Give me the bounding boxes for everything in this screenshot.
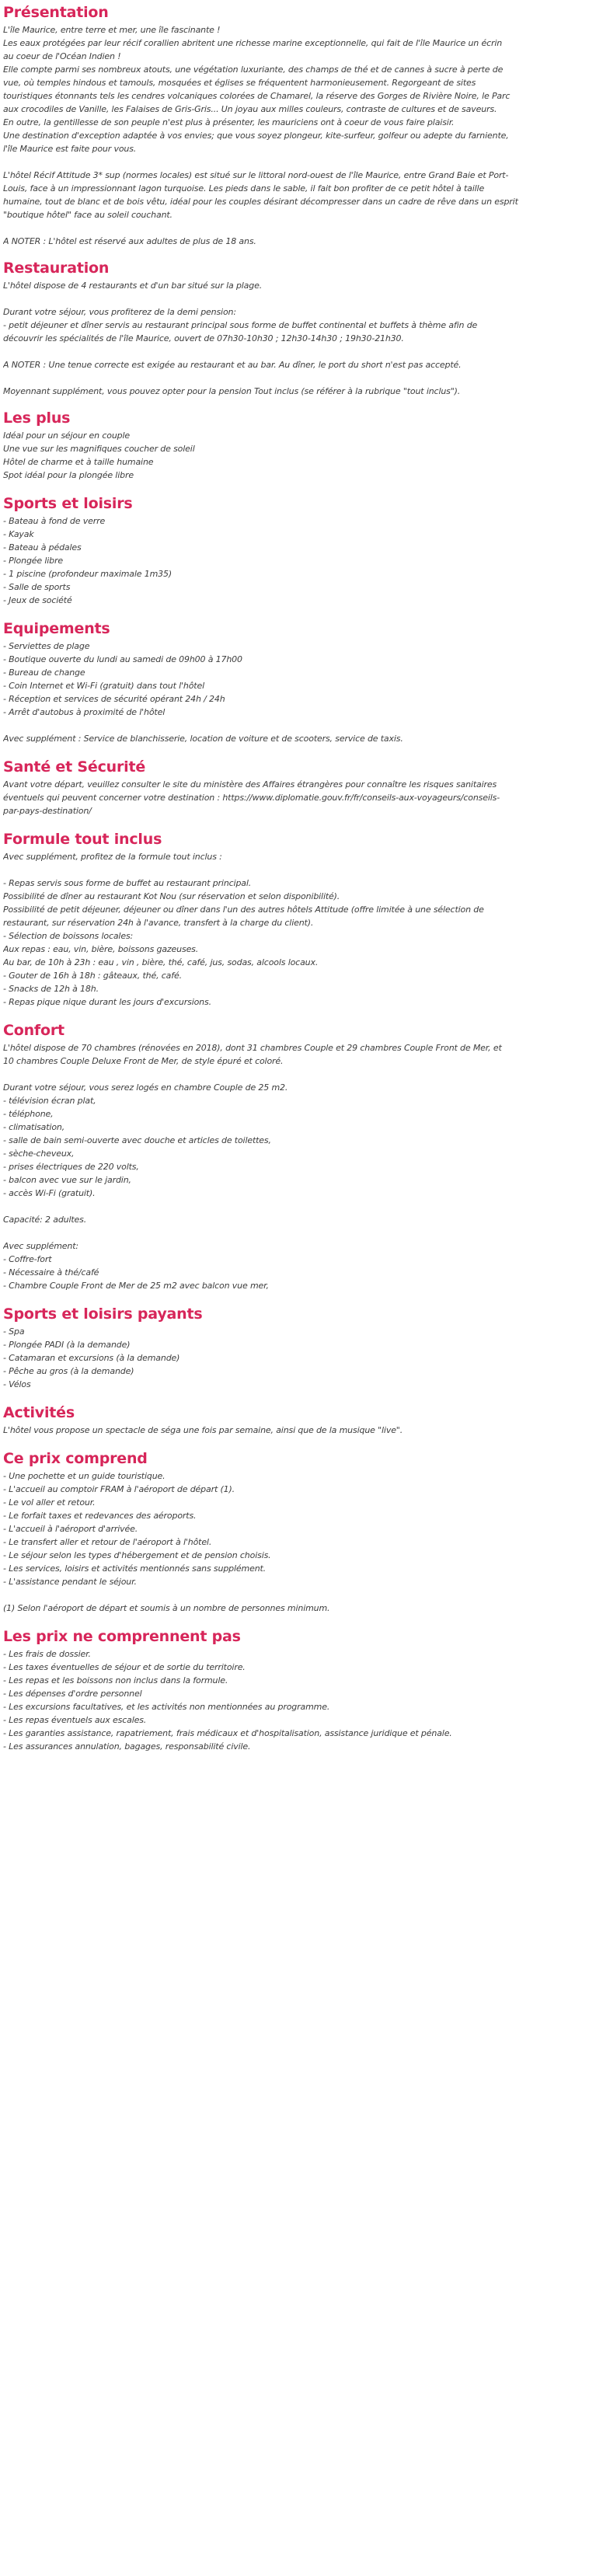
text-line: - Les repas et les boissons non inclus dans la formule.: [3, 1675, 228, 1685]
section-equipements: [3, 618, 583, 756]
section-restauration: [3, 257, 583, 407]
text-line: - Repas servis sous forme de buffet au restaurant principal.: [3, 878, 252, 888]
section-spacer: [3, 1009, 583, 1020]
section-body: [3, 1469, 583, 1615]
section-les-plus: [3, 407, 583, 493]
section-body: [3, 514, 583, 607]
text-line: L'hôtel dispose de 4 restaurants et d'un bar situé sur la plage.: [3, 281, 263, 291]
section-confort: [3, 1020, 583, 1303]
text-line: - Les excursions facultatives, et les activités non mentionnées au programme.: [3, 1702, 330, 1712]
text-line: - salle de bain semi-ouverte avec douche et articles de toilettes,: [3, 1135, 271, 1145]
text-line: Louis, face à un impressionnant lagon turquoise. Les pieds dans le sable, il fait bon profiter de ce petit hôtel à taille: [3, 183, 485, 193]
blank-line: [3, 345, 583, 358]
blank-line: [3, 1068, 583, 1081]
text-line: En outre, la gentillesse de son peuple n'est plus à présenter, les mauriciens ont à coeur de vous faire plaisir.: [3, 117, 455, 127]
section-spacer: [3, 817, 583, 828]
text-line: - Les services, loisirs et activités mentionnés sans supplément.: [3, 1563, 267, 1574]
text-line: - Plongée PADI (à la demande): [3, 1340, 131, 1350]
text-line: Idéal pour un séjour en couple: [3, 430, 130, 441]
text-line: - Bateau à fond de verre: [3, 516, 106, 526]
text-line: - téléphone,: [3, 1109, 54, 1119]
text-line: - télévision écran plat,: [3, 1096, 96, 1106]
text-line: - Les taxes éventuelles de séjour et de sortie du territoire.: [3, 1662, 246, 1672]
text-line: aux crocodiles de Vanille, les Falaises de Gris-Gris... Un joyau aux milles couleurs, contraste de cultures et de saveurs.: [3, 104, 497, 114]
blank-line: [3, 221, 583, 235]
text-line: - Coffre-fort: [3, 1254, 52, 1264]
text-line: humaine, tout de blanc et de bois vêtu, idéal pour les couples désirant décompresser dans un cadre de rêve dans un esprit: [3, 197, 518, 207]
section-body: [3, 279, 583, 398]
section-spacer: [3, 1391, 583, 1402]
blank-line: [3, 719, 583, 732]
section-title: Restauration: [3, 260, 110, 277]
text-line: - Bateau à pédales: [3, 542, 82, 552]
text-line: L'hôtel vous propose un spectacle de séga une fois par semaine, ainsi que de la musique "live".: [3, 1425, 403, 1435]
text-line: - Chambre Couple Front de Mer de 25 m2 avec balcon vue mer,: [3, 1281, 269, 1291]
text-line: Aux repas : eau, vin, bière, boissons gazeuses.: [3, 944, 199, 954]
section-spacer: [3, 1753, 583, 1764]
section-spacer: [3, 482, 583, 493]
text-line: touristiques étonnants tels les cendres volcaniques colorées de Chamarel, la réserve des Gorges de Rivière Noire, le Parc: [3, 91, 511, 101]
section-presentation: [3, 2, 583, 257]
section-title: Confort: [3, 1022, 64, 1039]
text-line: - Boutique ouverte du lundi au samedi de 09h00 à 17h00: [3, 654, 242, 664]
text-line: Spot idéal pour la plongée libre: [3, 470, 134, 480]
section-body: [3, 1647, 583, 1753]
section-sports-et-loisirs: [3, 493, 583, 618]
text-line: 10 chambres Couple Deluxe Front de Mer, de style épuré et coloré.: [3, 1056, 284, 1066]
text-line: Elle compte parmi ses nombreux atouts, une végétation luxuriante, des champs de thé et de cannes à sucre à perte de: [3, 64, 504, 75]
section-spacer: [3, 607, 583, 618]
text-line: - Les frais de dossier.: [3, 1649, 91, 1659]
text-line: L'hôtel Récif Attitude 3* sup (normes locales) est situé sur le littoral nord-ouest de l'île Maurice, entre Grand Baie et Port-: [3, 170, 509, 180]
text-line: - climatisation,: [3, 1122, 65, 1132]
text-line: - L'accueil au comptoir FRAM à l'aéroport de départ (1).: [3, 1484, 235, 1494]
text-line: - Salle de sports: [3, 582, 71, 592]
text-line: Avec supplément:: [3, 1241, 78, 1251]
text-line: - 1 piscine (profondeur maximale 1m35): [3, 569, 173, 579]
section-title: Les plus: [3, 410, 71, 427]
section-body: [3, 429, 583, 482]
blank-line: [3, 1200, 583, 1213]
text-line: - Le forfait taxes et redevances des aéroports.: [3, 1511, 197, 1521]
section-body: [3, 640, 583, 745]
text-line: Au bar, de 10h à 23h : eau , vin , bière, thé, café, jus, sodas, alcools locaux.: [3, 957, 319, 967]
section-title: Présentation: [3, 4, 109, 21]
blank-line: [3, 155, 583, 169]
text-line: - Les repas éventuels aux escales.: [3, 1715, 147, 1725]
text-line: - Catamaran et excursions (à la demande): [3, 1353, 180, 1363]
text-line: - Pêche au gros (à la demande): [3, 1366, 134, 1376]
text-line: - Arrêt d'autobus à proximité de l'hôtel: [3, 707, 166, 717]
section-title: Les prix ne comprennent pas: [3, 1628, 241, 1645]
blank-line: [3, 1588, 583, 1602]
section-les-prix-ne-comprennent-pas: [3, 1626, 583, 1764]
section-spacer: [3, 1292, 583, 1303]
section-spacer: [3, 1437, 583, 1448]
text-line: L'île Maurice, entre terre et mer, une île fascinante !: [3, 25, 221, 35]
text-line: - Coin Internet et Wi-Fi (gratuit) dans tout l'hôtel: [3, 681, 204, 691]
section-sports-et-loisirs-payants: [3, 1303, 583, 1402]
section-body: [3, 1424, 583, 1437]
text-line: - Les garanties assistance, rapatriement, frais médicaux et d'hospitalisation, assistance juridique et pénale.: [3, 1728, 452, 1738]
text-line: - Les assurances annulation, bagages, responsabilité civile.: [3, 1741, 251, 1752]
text-line: l'île Maurice est faite pour vous.: [3, 144, 137, 154]
text-line: - Jeux de société: [3, 595, 72, 605]
section-body: [3, 1325, 583, 1391]
text-line: Avant votre départ, veuillez consulter le site du ministère des Affaires étrangères pour connaître les risques sanitaires: [3, 779, 497, 790]
text-line: - Spa: [3, 1326, 25, 1337]
text-line: vue, où temples hindous et tamouls, mosquées et églises se fréquentent harmonieusement. Regorgeant de sites: [3, 78, 476, 88]
section-title: Ce prix comprend: [3, 1450, 148, 1467]
text-line: - Snacks de 12h à 18h.: [3, 984, 99, 994]
text-line: - Plongée libre: [3, 556, 64, 566]
section-body: [3, 23, 583, 248]
text-line: - Nécessaire à thé/café: [3, 1267, 99, 1278]
text-line: Possibilité de petit déjeuner, déjeuner ou dîner dans l'un des autres hôtels Attitude (offre limitée à une sélection de: [3, 905, 484, 915]
section-title: Activités: [3, 1404, 75, 1421]
text-line: par-pays-destination/: [3, 806, 92, 816]
text-line: Avec supplément : Service de blanchisserie, location de voiture et de scooters, service de taxis.: [3, 734, 403, 744]
text-line: Les eaux protégées par leur récif corallien abritent une richesse marine exceptionnelle, qui fait de l'île Maurice un écrin: [3, 38, 503, 48]
text-line: Hôtel de charme et à taille humaine: [3, 457, 154, 467]
section-title: Equipements: [3, 620, 110, 637]
text-line: - L'assistance pendant le séjour.: [3, 1577, 137, 1587]
text-line: Durant votre séjour, vous profiterez de la demi pension:: [3, 307, 236, 317]
text-line: Capacité: 2 adultes.: [3, 1215, 87, 1225]
text-line: A NOTER : L'hôtel est réservé aux adultes de plus de 18 ans.: [3, 236, 256, 246]
section-sante-et-securite: [3, 756, 583, 828]
text-line: "boutique hôtel" face au soleil couchant.: [3, 210, 173, 220]
text-line: - Serviettes de plage: [3, 641, 90, 651]
text-line: L'hôtel dispose de 70 chambres (rénovées en 2018), dont 31 chambres Couple et 29 chambres Couple Front de Mer, et: [3, 1043, 502, 1053]
section-spacer: [3, 1615, 583, 1626]
text-line: Une vue sur les magnifiques coucher de soleil: [3, 444, 195, 454]
blank-line: [3, 292, 583, 305]
text-line: Avec supplément, profitez de la formule tout inclus :: [3, 852, 222, 862]
text-line: Possibilité de dîner au restaurant Kot Nou (sur réservation et selon disponibilité).: [3, 891, 340, 901]
text-line: - Une pochette et un guide touristique.: [3, 1471, 166, 1481]
text-line: Durant votre séjour, vous serez logés en chambre Couple de 25 m2.: [3, 1082, 288, 1093]
section-title: Sports et loisirs payants: [3, 1305, 203, 1323]
section-spacer: [3, 398, 583, 407]
text-line: - Réception et services de sécurité opérant 24h / 24h: [3, 694, 225, 704]
text-line: - Bureau de change: [3, 668, 85, 678]
blank-line: [3, 1226, 583, 1239]
text-line: A NOTER : Une tenue correcte est exigée au restaurant et au bar. Au dîner, le port du short n'est pas accepté.: [3, 360, 462, 370]
text-line: découvrir les spécialités de l'île Maurice, ouvert de 07h30-10h30 ; 12h30-14h30 ; 19h30-21h30.: [3, 333, 404, 343]
text-line: - accès Wi-Fi (gratuit).: [3, 1188, 96, 1198]
section-body: [3, 778, 583, 817]
text-line: - Le séjour selon les types d'hébergement et de pension choisis.: [3, 1550, 271, 1560]
text-line: (1) Selon l'aéroport de départ et soumis à un nombre de personnes minimum.: [3, 1603, 330, 1613]
section-formule-tout-inclus: [3, 828, 583, 1020]
text-line: - prises électriques de 220 volts,: [3, 1162, 139, 1172]
text-line: - balcon avec vue sur le jardin,: [3, 1175, 131, 1185]
text-line: - L'accueil à l'aéroport d'arrivée.: [3, 1524, 138, 1534]
section-body: [3, 850, 583, 1009]
section-title: Sports et loisirs: [3, 495, 133, 512]
text-line: - Le vol aller et retour.: [3, 1497, 96, 1508]
section-title: Formule tout inclus: [3, 831, 162, 848]
text-line: - Gouter de 16h à 18h : gâteaux, thé, café.: [3, 971, 182, 981]
text-line: Moyennant supplément, vous pouvez opter pour la pension Tout inclus (se référer à la rubrique "tout inclus").: [3, 386, 461, 396]
text-line: - sèche-cheveux,: [3, 1149, 75, 1159]
blank-line: [3, 371, 583, 385]
text-line: éventuels qui peuvent concerner votre destination : https://www.diplomatie.gouv.fr/fr/conseils-aux-voyageurs/conseils-: [3, 793, 500, 803]
section-activites: [3, 1402, 583, 1448]
text-line: - Vélos: [3, 1379, 31, 1389]
text-line: - petit déjeuner et dîner servis au restaurant principal sous forme de buffet continental et buffets à thème afin de: [3, 320, 478, 330]
text-line: - Kayak: [3, 529, 34, 539]
section-body: [3, 1041, 583, 1292]
section-title: Santé et Sécurité: [3, 758, 146, 776]
text-line: - Sélection de boissons locales:: [3, 931, 134, 941]
section-spacer: [3, 745, 583, 756]
section-ce-prix-comprend: [3, 1448, 583, 1626]
text-line: au coeur de l'Océan Indien !: [3, 51, 121, 61]
text-line: restaurant, sur réservation 24h à l'avance, transfert à la charge du client).: [3, 918, 314, 928]
blank-line: [3, 863, 583, 877]
text-line: - Les dépenses d'ordre personnel: [3, 1689, 142, 1699]
text-line: - Repas pique nique durant les jours d'excursions.: [3, 997, 211, 1007]
text-line: Une destination d'exception adaptée à vos envies; que vous soyez plongeur, kite-surfeur, golfeur ou adepte du farniente,: [3, 131, 509, 141]
section-spacer: [3, 248, 583, 257]
text-line: - Le transfert aller et retour de l'aéroport à l'hôtel.: [3, 1537, 212, 1547]
